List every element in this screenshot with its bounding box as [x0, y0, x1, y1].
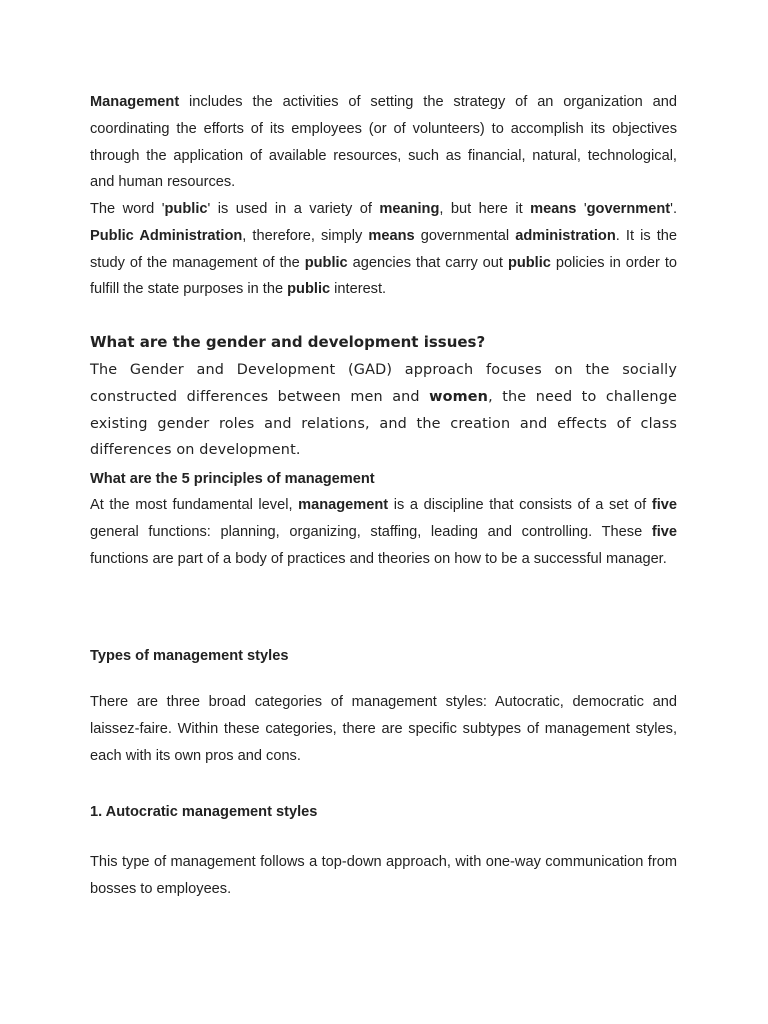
autocratic-paragraph: This type of management follows a top-down approach, with one-way communication from bosses to employees.: [90, 854, 677, 897]
gad-paragraph: The Gender and Development (GAD) approach focuses on the socially constructed differences between men and women, the need to challenge existing gender roles and relations, and the creation and effects of class differences on development.: [90, 362, 677, 459]
heading-autocratic: 1. Autocratic management styles: [90, 804, 318, 820]
principles-paragraph: At the most fundamental level, management is a discipline that consists of a set of five general functions: planning, organizing, staffing, leading and controlling. These five functions are part of a body of practices and theories on how to be a successful manager.: [90, 497, 677, 567]
term-management: Management: [90, 94, 180, 110]
public-administration-paragraph: The word 'public' is used in a variety of meaning, but here it means 'government'. Public Administration, therefore, simply means governmental administration. It is the study of the management of the public agencies that carry out public policies in order to fulfill the state purposes in the public interest.: [90, 201, 677, 298]
heading-types: Types of management styles: [90, 648, 289, 664]
types-paragraph: There are three broad categories of management styles: Autocratic, democratic and laissez-faire. Within these categories, there are specific subtypes of management styles, each with its own pros and cons.: [90, 694, 677, 764]
heading-principles: What are the 5 principles of management: [90, 471, 375, 487]
heading-gender-development: What are the gender and development issues?: [90, 333, 486, 351]
management-definition-paragraph: Management includes the activities of setting the strategy of an organization and coordinating the efforts of its employees (or of volunteers) to accomplish its objectives through the application of available resources, such as financial, natural, technological, and human resources.: [90, 94, 677, 191]
